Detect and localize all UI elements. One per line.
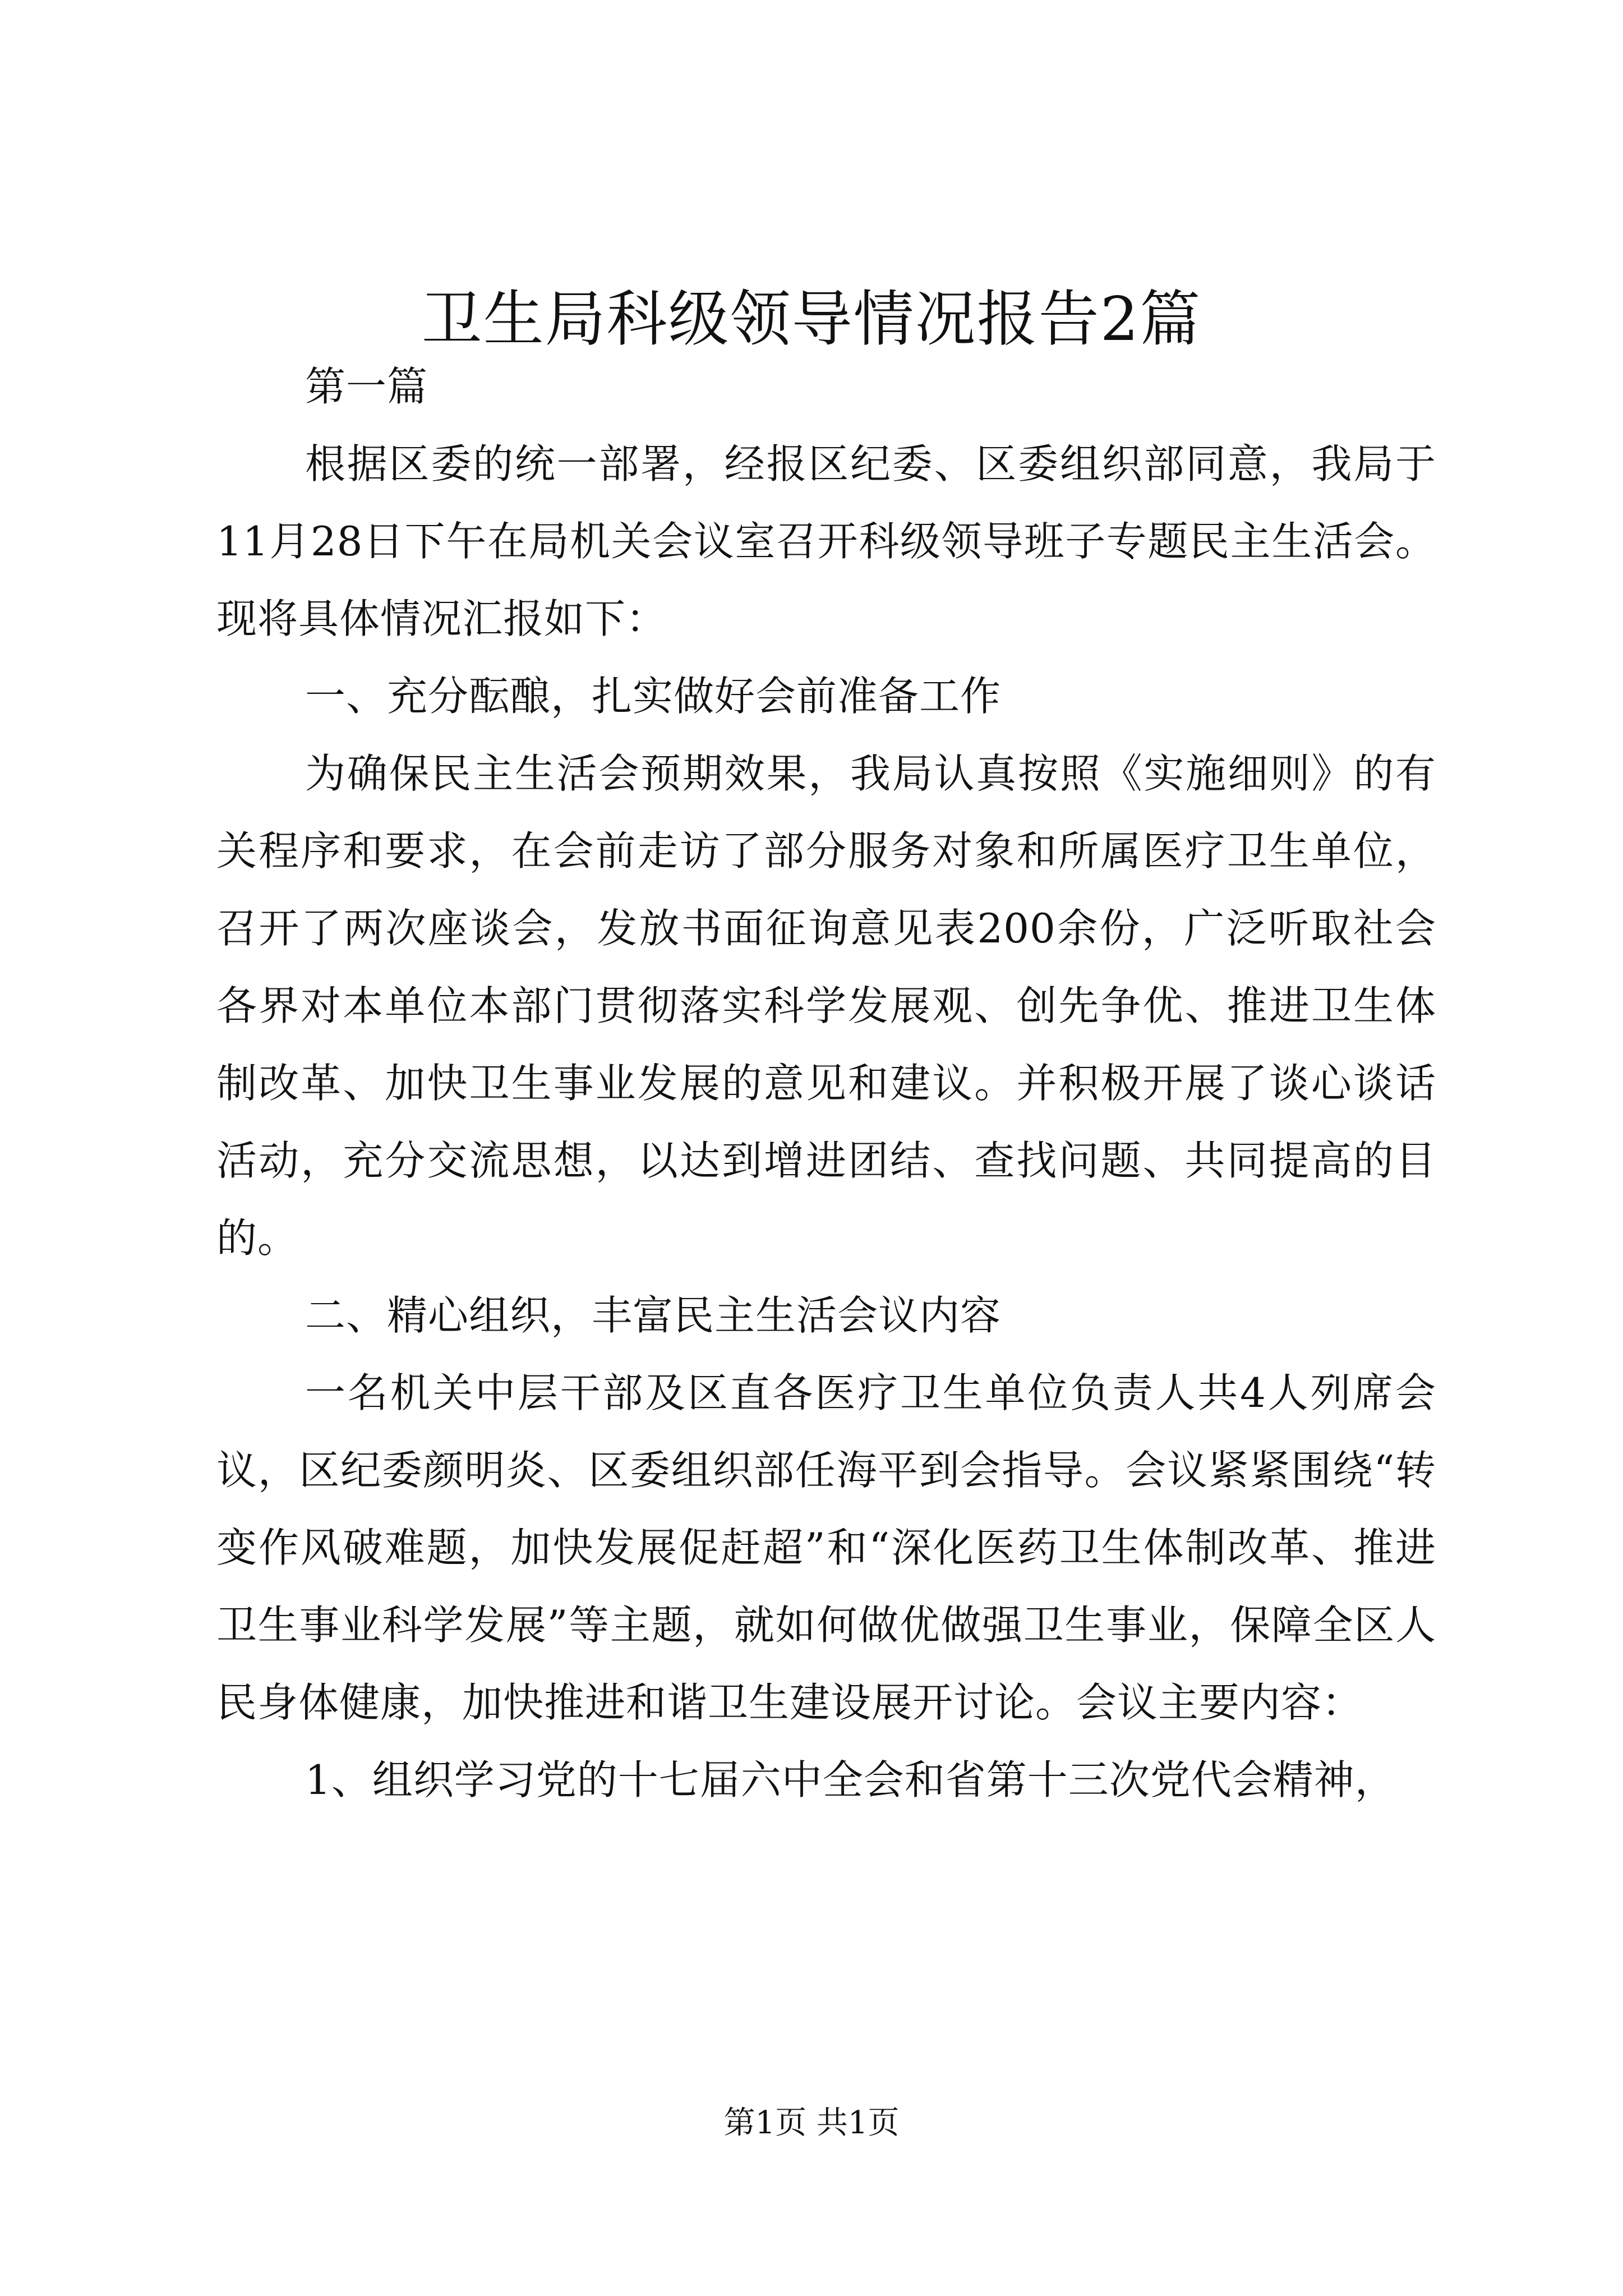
paragraph: 一名机关中层干部及区直各医疗卫生单位负责人共4人列席会议，区纪委颜明炎、区委组织部任海平到会指导。会议紧紧围绕“转变作风破难题，加快发展促赶超”和“深化医药卫生体制改革、推进卫生事业科学发展”等主题，就如何做优做强卫生事业，保障全区人民身体健康，加快推进和谐卫生建设展开讨论。会议主要内容： <box>216 1369 1436 1726</box>
paragraph: 1、组织学习党的十七届六中全会和省第十三次党代会精神， <box>305 1756 1396 1803</box>
page-footer: 第1页 共1页 <box>723 2105 900 2141</box>
section-heading: 第一篇 <box>305 363 428 410</box>
document-body <box>216 348 1436 1819</box>
document-title: 卫生局科级领导情况报告2篇 <box>421 284 1202 355</box>
paragraph: 根据区委的统一部署，经报区纪委、区委组织部同意，我局于11月28日下午在局机关会议室召开科级领导班子专题民主生活会。现将具体情况汇报如下： <box>216 440 1436 642</box>
paragraph: 为确保民主生活会预期效果，我局认真按照《实施细则》的有关程序和要求，在会前走访了部分服务对象和所属医疗卫生单位，召开了两次座谈会，发放书面征询意见表200余份，广泛听取社会各界对本单位本部门贯彻落实科学发展观、创先争优、推进卫生体制改革、加快卫生事业发展的意见和建议。并积极开展了谈心谈话活动，充分交流思想，以达到增进团结、查找问题、共同提高的目的。 <box>216 750 1436 1262</box>
subheading: 二、精心组织，丰富民主生活会议内容 <box>305 1292 1002 1339</box>
subheading: 一、充分酝酿，扎实做好会前准备工作 <box>305 673 1002 720</box>
